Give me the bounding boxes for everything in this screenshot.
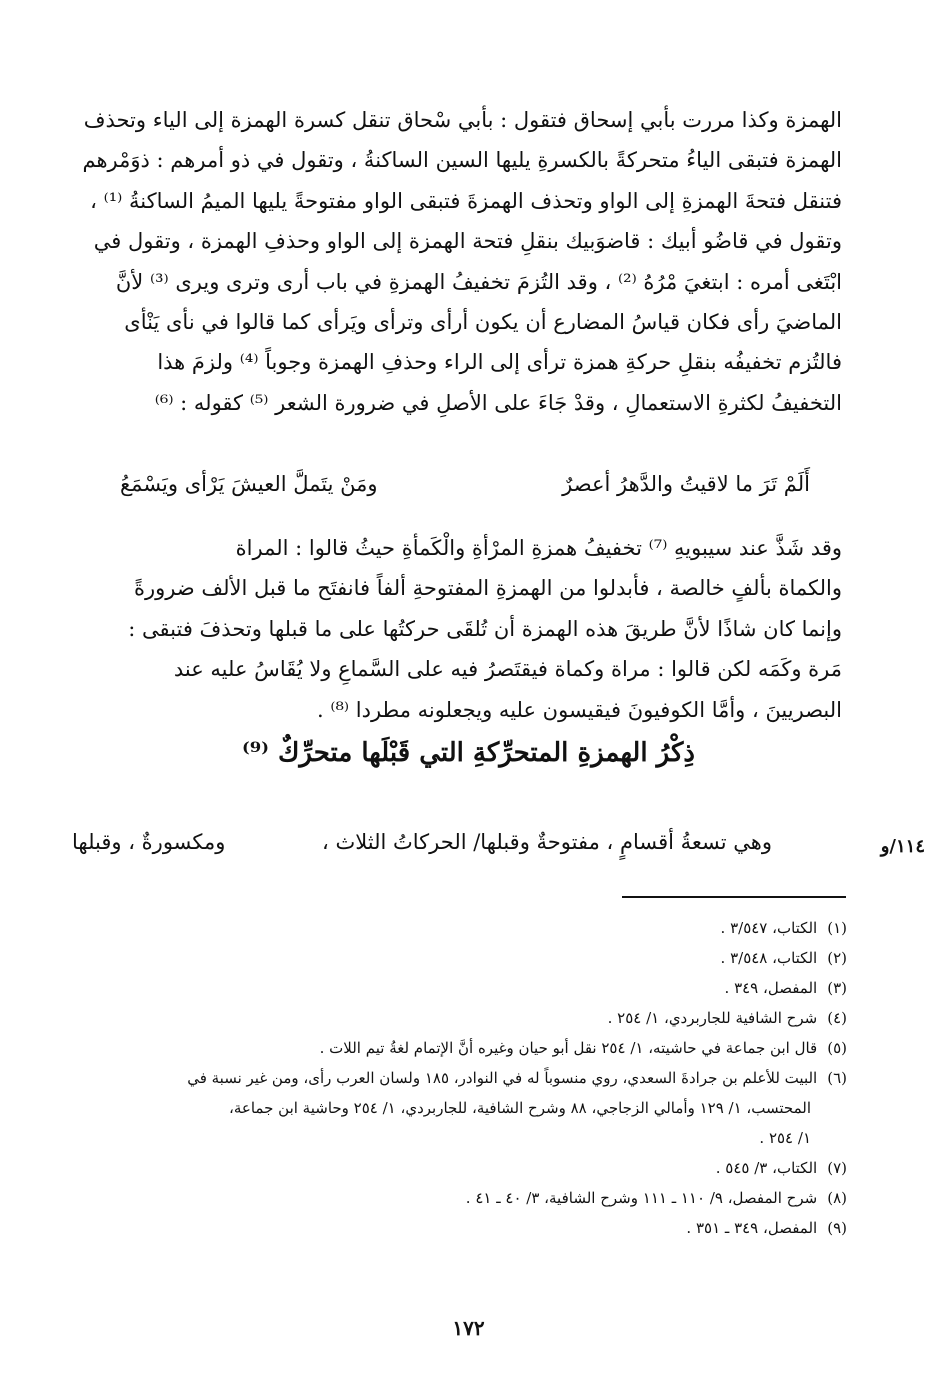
text-line: الهمزة فتبقى الياءُ متحركةً بالكسرةِ يليها السين الساكنةُ ، وتقول في ذو أمرهم : ذوَمْرهم xyxy=(82,148,842,173)
text-line: البصريينَ ، وأمَّا الكوفيونَ فيقيسون عليه ويجعلونه مطردا ⁽⁸⁾ . xyxy=(316,697,842,722)
footnote-number: (٧) xyxy=(827,1159,847,1177)
text-line: فتنقل فتحةَ الهمزةِ إلى الواو وتحذف الهمزةَ فتبقى الواو مفتوحةً يليها الميمُ الساكنةُ ⁽¹⁾ ، xyxy=(90,188,842,213)
footnote-number: (٦) xyxy=(827,1069,847,1087)
verse-hemistich-right: أَلَمْ تَرَ ما لاقيتُ والدَّهرُ أعصرٌ xyxy=(562,472,810,496)
footnote-number: (٤) xyxy=(827,1009,847,1027)
text-line: فالتُزم تخفيفُه بنقلِ حركةِ همزة ترأى إلى الراء وحذفِ الهمزة وجوباً ⁽⁴⁾ ولزمَ هذا xyxy=(157,350,842,375)
footnote xyxy=(72,1063,847,1153)
text-segment: ومكسورةٌ ، وقبلها xyxy=(72,830,226,854)
footnote xyxy=(72,1213,847,1243)
footnote xyxy=(72,1003,847,1033)
text-line: والكماة بألفٍ خالصة ، فأبدلوا من الهمزةِ المفتوحةِ ألفاً فانفتَح ما قبل الألف ضرورةً xyxy=(133,576,842,601)
manuscript-folio-marker: ١١٤/و xyxy=(880,836,925,857)
footnote-text: المفصل، ٣٤٩ ـ ٣٥١ . xyxy=(686,1219,818,1237)
footnote-divider xyxy=(622,896,846,898)
text-line: ابْتَغى أمره : ابتغيَ مْرُهُ ⁽²⁾ ، وقد التُزمَ تخفيفُ الهمزةِ في باب أرى وترى ويرى ⁽³⁾ لأنَّ xyxy=(115,269,842,294)
footnote xyxy=(72,1183,847,1213)
footnote xyxy=(72,1033,847,1063)
footnote-number: (٨) xyxy=(827,1189,847,1207)
footnotes-list xyxy=(72,913,847,1243)
main-paragraph-1 xyxy=(72,100,842,423)
text-line: مَرة وكَمَه لكن قالوا : مراة وكماة فيقتَصرُ فيه على السَّماعِ ولا يُقَاسُ عليه عند xyxy=(173,657,842,682)
footnote-number: (٥) xyxy=(827,1039,847,1057)
poetry-verse xyxy=(120,472,810,496)
footnote-text: البيت للأعلم بن جرادةَ السعدي، روي منسوباً له في النوادر، ١٨٥ ولسان العرب رأى، ومن غير نسبة في xyxy=(187,1069,818,1087)
footnote-number: (٩) xyxy=(827,1219,847,1237)
footnote-number: (١) xyxy=(827,919,847,937)
section-heading: ذِكْرُ الهمزةِ المتحرِّكةِ التي قَبْلَها متحرِّكٌ ⁽⁹⁾ xyxy=(242,738,695,768)
footnote-text: الكتاب، ٣/٥٤٨ . xyxy=(720,949,818,967)
footnote-text: شرح المفصل، ٩/ ١١٠ ـ ١١١ وشرح الشافية، ٣/ ٤٠ ـ ٤١ . xyxy=(465,1189,818,1207)
footnote-text: الكتاب، ٣/٥٤٧ . xyxy=(720,919,818,937)
footnote-text: شرح الشافية للجاربردي، ١/ ٢٥٤ . xyxy=(607,1009,818,1027)
footnote-text: قال ابن جماعة في حاشيته، ١/ ٢٥٤ نقل أبو حيان وغيره أنَّ الإتمام لغةُ تيم اللات . xyxy=(319,1039,818,1057)
page-number: ١٧٢ xyxy=(452,1316,485,1340)
section-first-line xyxy=(72,830,772,854)
footnote-number: (٢) xyxy=(827,949,847,967)
footnote-text: الكتاب، ٣/ ٥٤٥ . xyxy=(715,1159,818,1177)
text-line: وإنما كان شاذًا لأنَّ طريقَ هذه الهمزة أن تُلقَى حركتُها على ما قبلها وتحذفَ فتبقى : xyxy=(128,616,842,641)
text-line: وتقول في قاضُو أبيك : قاضوَبيك بنقلِ فتحة الهمزة إلى الواو وحذفِ الهمزة ، وتقول في xyxy=(93,229,842,254)
footnote xyxy=(72,973,847,1003)
text-line: التخفيفُ لكثرةِ الاستعمالِ ، وقدْ جَاءَ على الأصلِ في ضرورة الشعر ⁽⁵⁾ كقوله : ⁽⁶⁾ xyxy=(154,390,842,415)
main-paragraph-2 xyxy=(72,528,842,730)
text-line: الماضيَ رأى فكان قياسُ المضارع أن يكون أرأى وترأى ويَرأى كما قالوا في نأى يَنْأى xyxy=(124,309,842,334)
footnote-continuation: المحتسب، ١/ ١٢٩ وأمالي الزجاجي، ٨٨ وشرح الشافية، للجاربردي، ١/ ٢٥٤ وحاشية ابن جماعة، xyxy=(229,1099,811,1117)
text-line: الهمزة وكذا مررت بأبي إسحاق فتقول : بأبي سْحاق تنقل كسرة الهمزة إلى الياء وتحذف xyxy=(83,108,842,132)
footnote-continuation: ١/ ٢٥٤ . xyxy=(759,1129,811,1147)
footnote xyxy=(72,1153,847,1183)
footnote-text: المفصل، ٣٤٩ . xyxy=(724,979,818,997)
footnote xyxy=(72,913,847,943)
text-segment: وهي تسعةُ أقسامٍ ، مفتوحةٌ وقبلها/ الحركاتُ الثلاث ، xyxy=(322,830,772,854)
text-line: وقد شَذَّ عند سيبويهِ ⁽⁷⁾ تخفيفُ همزةِ المرْأةِ والْكَمأةِ حيثُ قالوا : المراة xyxy=(235,536,842,560)
footnote-number: (٣) xyxy=(827,979,847,997)
verse-hemistich-left: ومَنْ يتَملَّ العيشَ يَرْأى ويَسْمَعُ xyxy=(120,472,378,496)
footnote xyxy=(72,943,847,973)
